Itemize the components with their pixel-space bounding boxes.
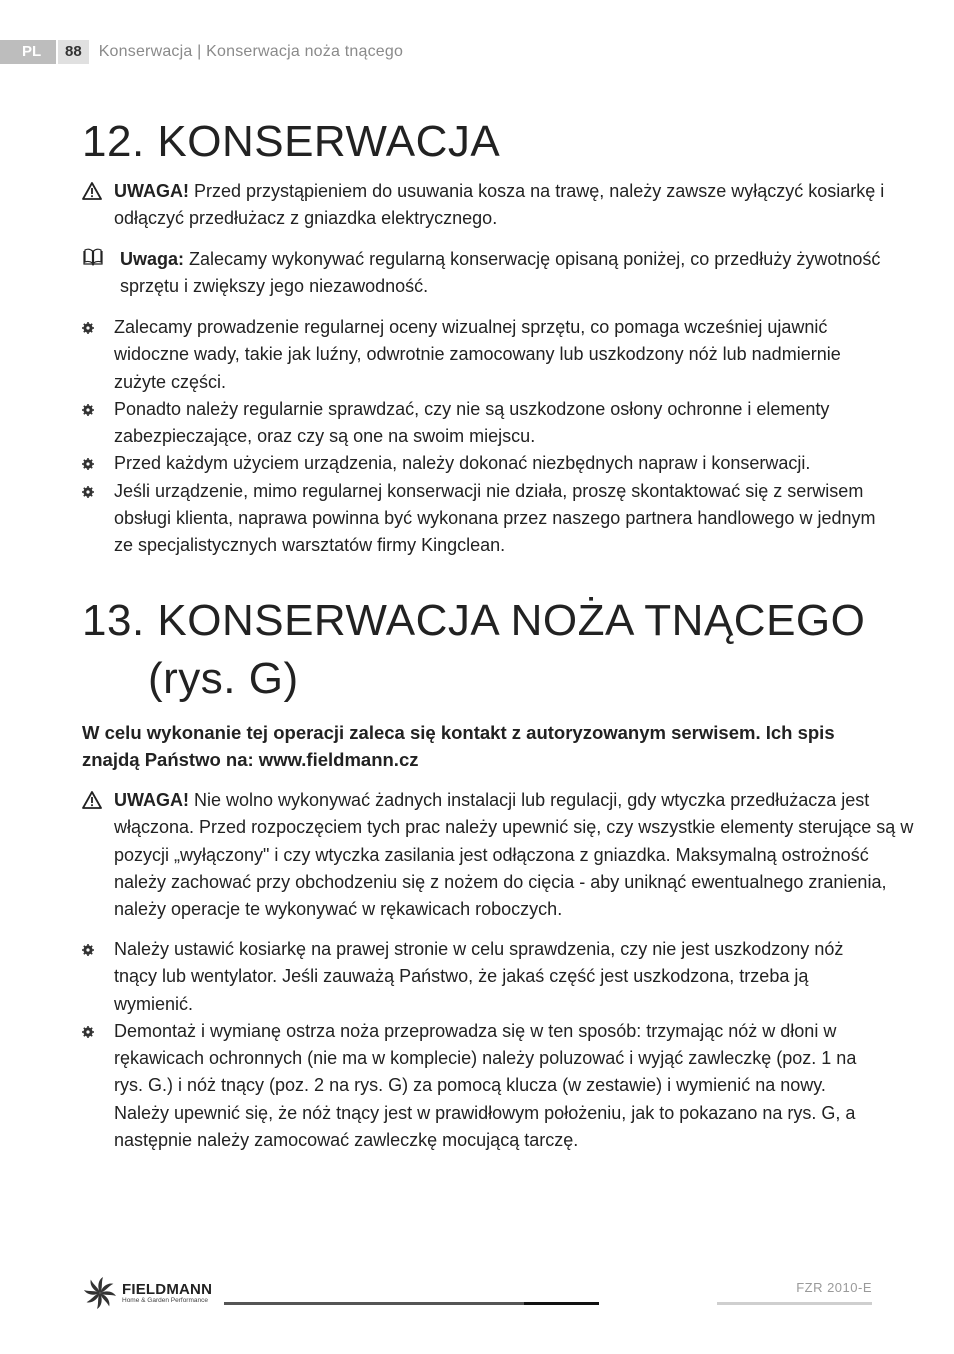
warning-label: UWAGA! (114, 790, 189, 810)
language-tag: PL (0, 40, 56, 64)
section-12-warning (82, 178, 914, 233)
page-number: 88 (58, 40, 89, 64)
section-12-note (82, 246, 920, 301)
note-label: Uwaga: (120, 249, 185, 269)
list-item: Zalecamy prowadzenie regularnej oceny wizualnej sprzętu, co pomaga wcześniej ujawnić widoczne wady, takie jak luźny, odwrotnie zamocowany lub uszkodzony nóż lub nadmiernie zużyte części. (82, 314, 882, 396)
fan-logo-icon (82, 1276, 118, 1310)
footer-rule-light (717, 1302, 872, 1305)
brand-tagline: Home & Garden Performance (122, 1296, 208, 1304)
fieldmann-logo (82, 1276, 212, 1310)
gear-bullet-icon (82, 944, 94, 956)
gear-bullet-icon (82, 404, 94, 416)
warning-label: UWAGA! (114, 181, 189, 201)
gear-bullet-icon (82, 1026, 94, 1038)
gear-bullet-icon (82, 322, 94, 334)
section-13-warning (82, 787, 914, 923)
model-number: FZR 2010-E (796, 1280, 872, 1295)
list-item: Jeśli urządzenie, mimo regularnej konserwacji nie działa, proszę skontaktować się z serwisem obsługi klienta, naprawa powinna być wykonana przez naszego partnera handlowego w jednym ze specjalistycznych warsztatów firmy Kingclean. (82, 478, 882, 560)
page-header (0, 40, 403, 64)
gear-bullet-icon (82, 486, 94, 498)
section-12-bullets (82, 314, 882, 560)
warning-icon (82, 787, 114, 809)
warning-icon (82, 178, 114, 200)
list-item: Demontaż i wymianę ostrza noża przeprowadza się w ten sposób: trzymając nóż w dłoni w rękawicach ochronnych (nie ma w komplecie) należy poluzować i wyjąć zawleczkę (poz. 1 na rys. G.) i nóż tnący (poz. 2 na rys. G) za pomocą klucza (w zestawie) i wymienić na nowy. Należy upewnić się, że nóż tnący jest w prawidłowym położeniu, jak to pokazano na rys. G, a następnie należy zamocować zawleczkę mocującą tarczę. (82, 1018, 882, 1154)
note-text: Zalecamy wykonywać regularną konserwację opisaną poniżej, co przedłuży żywotność sprzętu i zwiększy jego niezawodność. (120, 249, 881, 297)
brand-name: FIELDMANN (122, 1280, 213, 1298)
breadcrumb: Konserwacja | Konserwacja noża tnącego (98, 43, 404, 60)
warning-text: Przed przystąpieniem do usuwania kosza na trawę, należy zawsze wyłączyć kosiarkę i odłączyć przedłużacz z gniazdka elektrycznego. (114, 181, 885, 229)
list-item: Ponadto należy regularnie sprawdzać, czy nie są uszkodzone osłony ochronne i elementy zabezpieczające, oraz czy są one na swoim miejscu. (82, 396, 882, 451)
section-13-intro: W celu wykonanie tej operacji zaleca się kontakt z autoryzowanym serwisem. Ich spis znajdą Państwo na: www.fieldmann.cz (82, 722, 835, 771)
book-icon (82, 246, 120, 266)
footer-rule-gap (599, 1302, 717, 1305)
section-13-bullets (82, 936, 882, 1154)
footer-rule-black (524, 1302, 599, 1305)
warning-text: Nie wolno wykonywać żadnych instalacji lub regulacji, gdy wtyczka przedłużacza jest włączona. Przed rozpoczęciem tych prac należy upewnić się, czy wszystkie elementy sterujące są w pozycji „wyłączony" i czy wtyczka zasilania jest odłączona z gniazdka. Maksymalną ostrożność należy zachować przy obchodzeniu się z nożem do cięcia - aby uniknąć ewentualnego zranienia, należy operacje te wykonywać w rękawicach roboczych. (114, 790, 914, 920)
section-13-title: 13. KONSERWACJA NOŻA TNĄCEGO (rys. G) (82, 596, 866, 703)
list-item: Przed każdym użyciem urządzenia, należy dokonać niezbędnych napraw i konserwacji. (82, 450, 882, 477)
section-12-title: 12. KONSERWACJA (82, 117, 501, 166)
gear-bullet-icon (82, 458, 94, 470)
footer-rule-dark (224, 1302, 524, 1305)
list-item: Należy ustawić kosiarkę na prawej stronie w celu sprawdzenia, czy nie jest uszkodzony nóż tnący lub wentylator. Jeśli zauważą Państwo, że jakaś część jest uszkodzona, trzeba ją wymienić. (82, 936, 882, 1018)
